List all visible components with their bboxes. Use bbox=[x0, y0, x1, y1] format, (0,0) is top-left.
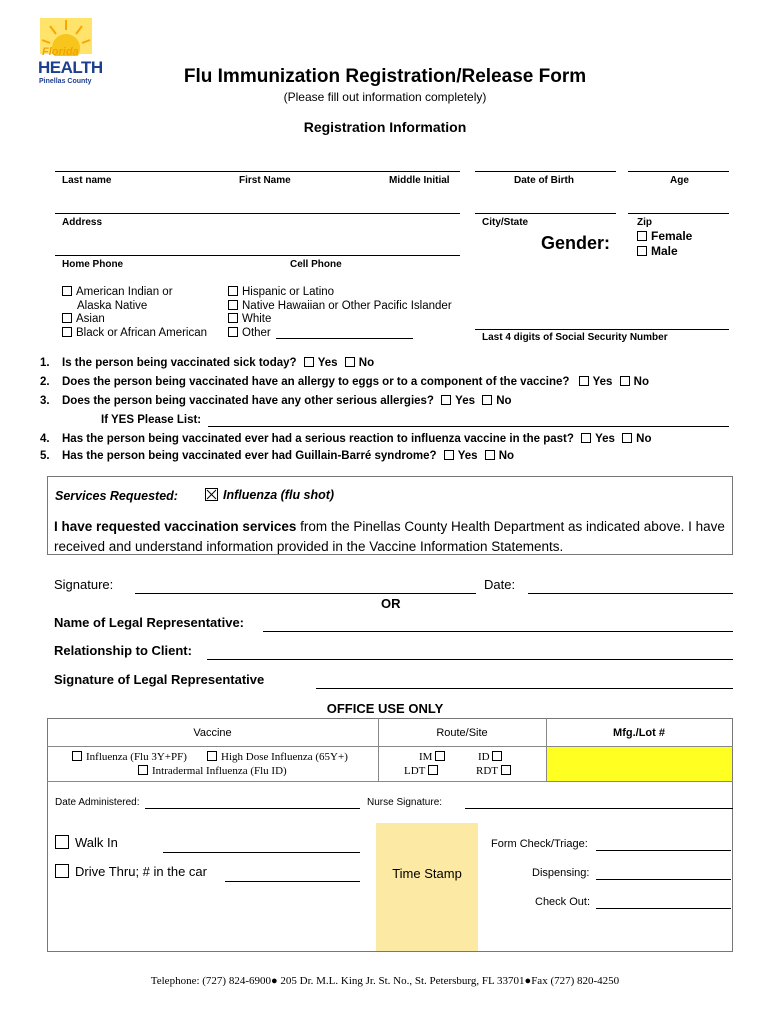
q5-yes-checkbox[interactable] bbox=[444, 450, 454, 460]
if-yes-list-label: If YES Please List: bbox=[101, 414, 202, 426]
nurse-signature-line[interactable] bbox=[465, 808, 733, 809]
allergy-list-line[interactable] bbox=[208, 426, 729, 427]
rdt-checkbox[interactable] bbox=[501, 765, 511, 775]
ethnicity-checkbox[interactable] bbox=[228, 313, 238, 323]
drive-thru-option[interactable]: Drive Thru; # in the car bbox=[55, 864, 207, 879]
q4-no-checkbox[interactable] bbox=[622, 433, 632, 443]
age-label: Age bbox=[670, 175, 689, 186]
office-use-title: OFFICE USE ONLY bbox=[326, 701, 444, 716]
ethnicity-option[interactable]: Other bbox=[228, 327, 452, 341]
zip-field-line[interactable] bbox=[628, 213, 729, 214]
male-checkbox[interactable] bbox=[637, 246, 647, 256]
services-label: Services Requested: bbox=[55, 489, 178, 503]
address-label: Address bbox=[62, 217, 103, 228]
q1-yes-checkbox[interactable] bbox=[304, 357, 314, 367]
dob-field-line[interactable] bbox=[475, 171, 616, 172]
date-line[interactable] bbox=[528, 593, 733, 594]
signature-line[interactable] bbox=[135, 593, 476, 594]
gender-option-female[interactable] bbox=[637, 229, 692, 243]
ethnicity-checkbox[interactable] bbox=[62, 327, 72, 337]
home-phone-label: Home Phone bbox=[62, 259, 124, 270]
intradermal-checkbox[interactable] bbox=[138, 765, 148, 775]
page-subtitle: (Please fill out information completely) bbox=[283, 90, 487, 104]
ethnicity-checkbox[interactable] bbox=[228, 300, 238, 310]
page-title: Flu Immunization Registration/Release Form bbox=[183, 66, 587, 87]
services-statement: I have requested vaccination services from the Pinellas County Health Department as indicated above. I have received and understand information provided in the Vaccine Information Statements. bbox=[54, 519, 725, 554]
ethnicity-option[interactable]: Black or African American bbox=[62, 327, 207, 341]
ethnicity-option[interactable]: Asian bbox=[62, 313, 207, 327]
question-1: 1. Is the person being vaccinated sick today? Yes No bbox=[40, 357, 375, 369]
date-administered-label: Date Administered: bbox=[55, 797, 140, 808]
office-row-divider bbox=[47, 781, 733, 782]
dob-label: Date of Birth bbox=[514, 175, 574, 186]
drive-thru-line[interactable] bbox=[225, 881, 360, 882]
x-check-icon bbox=[206, 489, 217, 500]
col-route-header: Route/Site bbox=[436, 727, 488, 739]
female-checkbox[interactable] bbox=[637, 231, 647, 241]
question-4: 4. Has the person being vaccinated ever had a serious reaction to influenza vaccine in the past? Yes No bbox=[40, 433, 652, 445]
city-state-label: City/State bbox=[482, 217, 529, 228]
question-5: 5. Has the person being vaccinated ever had Guillain-Barré syndrome? Yes No bbox=[40, 450, 515, 462]
phone-field-line[interactable] bbox=[55, 255, 460, 256]
influenza-checkbox-checked[interactable] bbox=[205, 488, 218, 501]
dispensing-line[interactable] bbox=[596, 879, 731, 880]
ethnicity-checkbox[interactable] bbox=[228, 327, 238, 337]
office-row-divider bbox=[47, 746, 733, 747]
gender-label: Gender: bbox=[541, 233, 611, 253]
legal-rep-line[interactable] bbox=[263, 631, 733, 632]
q2-no-checkbox[interactable] bbox=[620, 376, 630, 386]
influenza-service-option[interactable] bbox=[205, 488, 334, 502]
q1-no-checkbox[interactable] bbox=[345, 357, 355, 367]
ethnicity-left bbox=[62, 286, 207, 340]
female-label: Female bbox=[651, 229, 693, 243]
ethnicity-option[interactable]: Hispanic or Latino bbox=[228, 286, 452, 300]
ssn-field-line[interactable] bbox=[475, 329, 729, 330]
gender-option-male[interactable] bbox=[637, 244, 678, 258]
vaccine-option-intradermal[interactable]: Intradermal Influenza (Flu ID) bbox=[138, 765, 287, 777]
influenza-option-label: Influenza (flu shot) bbox=[223, 488, 335, 502]
dispensing-label: Dispensing: bbox=[532, 867, 590, 879]
walk-in-checkbox[interactable] bbox=[55, 835, 69, 849]
ldt-checkbox[interactable] bbox=[428, 765, 438, 775]
high-dose-checkbox[interactable] bbox=[207, 751, 217, 761]
route-im[interactable]: IM bbox=[419, 751, 449, 763]
vaccine-option-high-dose[interactable]: High Dose Influenza (65Y+) bbox=[207, 751, 348, 763]
middle-initial-label: Middle Initial bbox=[389, 175, 450, 186]
time-stamp-box[interactable] bbox=[376, 823, 478, 951]
col-vaccine-header: Vaccine bbox=[193, 727, 232, 739]
walk-in-option[interactable]: Walk In bbox=[55, 835, 118, 850]
route-ldt[interactable]: LDT bbox=[404, 765, 442, 777]
zip-label: Zip bbox=[637, 217, 652, 228]
relationship-label: Relationship to Client: bbox=[54, 643, 192, 658]
col-lot-header: Mfg./Lot # bbox=[613, 727, 665, 739]
route-id[interactable]: ID bbox=[478, 751, 506, 763]
other-ethnicity-line[interactable] bbox=[276, 338, 413, 339]
logo-brand-main: HEALTH bbox=[38, 58, 103, 77]
age-field-line[interactable] bbox=[628, 171, 729, 172]
ssn-label: Last 4 digits of Social Security Number bbox=[482, 332, 668, 343]
cell-phone-label: Cell Phone bbox=[290, 259, 342, 270]
male-label: Male bbox=[651, 244, 678, 258]
logo-brand-top: Florida bbox=[42, 46, 79, 58]
legal-sig-label: Signature of Legal Representative bbox=[54, 672, 265, 687]
time-stamp-label: Time Stamp bbox=[392, 866, 462, 881]
q2-yes-checkbox[interactable] bbox=[579, 376, 589, 386]
q5-no-checkbox[interactable] bbox=[485, 450, 495, 460]
signature-label: Signature: bbox=[54, 577, 114, 592]
lot-highlight[interactable] bbox=[546, 747, 732, 781]
last-name-label: Last name bbox=[62, 175, 112, 186]
ethnicity-option[interactable]: American Indian or bbox=[62, 286, 207, 300]
first-name-label: First Name bbox=[239, 175, 291, 186]
legal-rep-label: Name of Legal Representative: bbox=[54, 615, 245, 630]
date-administered-line[interactable] bbox=[145, 808, 360, 809]
or-label: OR bbox=[381, 596, 401, 611]
form-check-line[interactable] bbox=[596, 850, 731, 851]
im-checkbox[interactable] bbox=[435, 751, 445, 761]
check-out-line[interactable] bbox=[596, 908, 731, 909]
ethnicity-option[interactable]: White bbox=[228, 313, 452, 327]
vaccine-option-flu[interactable]: Influenza (Flu 3Y+PF) bbox=[72, 751, 187, 763]
id-checkbox[interactable] bbox=[492, 751, 502, 761]
q4-yes-checkbox[interactable] bbox=[581, 433, 591, 443]
walk-in-line[interactable] bbox=[163, 852, 360, 853]
route-rdt[interactable]: RDT bbox=[476, 765, 515, 777]
ethnicity-right bbox=[228, 286, 452, 340]
logo-brand-sub: Pinellas County bbox=[39, 78, 92, 85]
relationship-line[interactable] bbox=[207, 659, 733, 660]
ethnicity-checkbox[interactable] bbox=[62, 313, 72, 323]
q3-yes-checkbox[interactable] bbox=[441, 395, 451, 405]
date-label: Date: bbox=[484, 577, 516, 592]
q3-no-checkbox[interactable] bbox=[482, 395, 492, 405]
section-title: Registration Information bbox=[303, 119, 467, 135]
check-out-label: Check Out: bbox=[535, 896, 591, 908]
nurse-signature-label: Nurse Signature: bbox=[367, 797, 443, 808]
legal-sig-line[interactable] bbox=[316, 688, 733, 689]
address-field-line[interactable] bbox=[55, 213, 460, 214]
ethnicity-option[interactable]: Native Hawaiian or Other Pacific Islander bbox=[228, 300, 452, 314]
city-state-field-line[interactable] bbox=[475, 213, 616, 214]
name-field-line[interactable] bbox=[55, 171, 460, 172]
ethnicity-checkbox[interactable] bbox=[228, 286, 238, 296]
footer-contact: Telephone: (727) 824-6900● 205 Dr. M.L. King Jr. St. No., St. Petersburg, FL 33701●Fax (727) 820-4250 bbox=[150, 975, 620, 987]
ethnicity-checkbox[interactable] bbox=[62, 286, 72, 296]
question-2: 2. Does the person being vaccinated have an allergy to eggs or to a component of the vaccine? Yes No bbox=[40, 376, 649, 388]
ethnicity-option-continued: Alaska Native bbox=[77, 299, 148, 312]
drive-thru-checkbox[interactable] bbox=[55, 864, 69, 878]
question-3: 3. Does the person being vaccinated have any other serious allergies? Yes No bbox=[40, 395, 512, 407]
flu-3y-checkbox[interactable] bbox=[72, 751, 82, 761]
form-check-label: Form Check/Triage: bbox=[491, 838, 588, 850]
